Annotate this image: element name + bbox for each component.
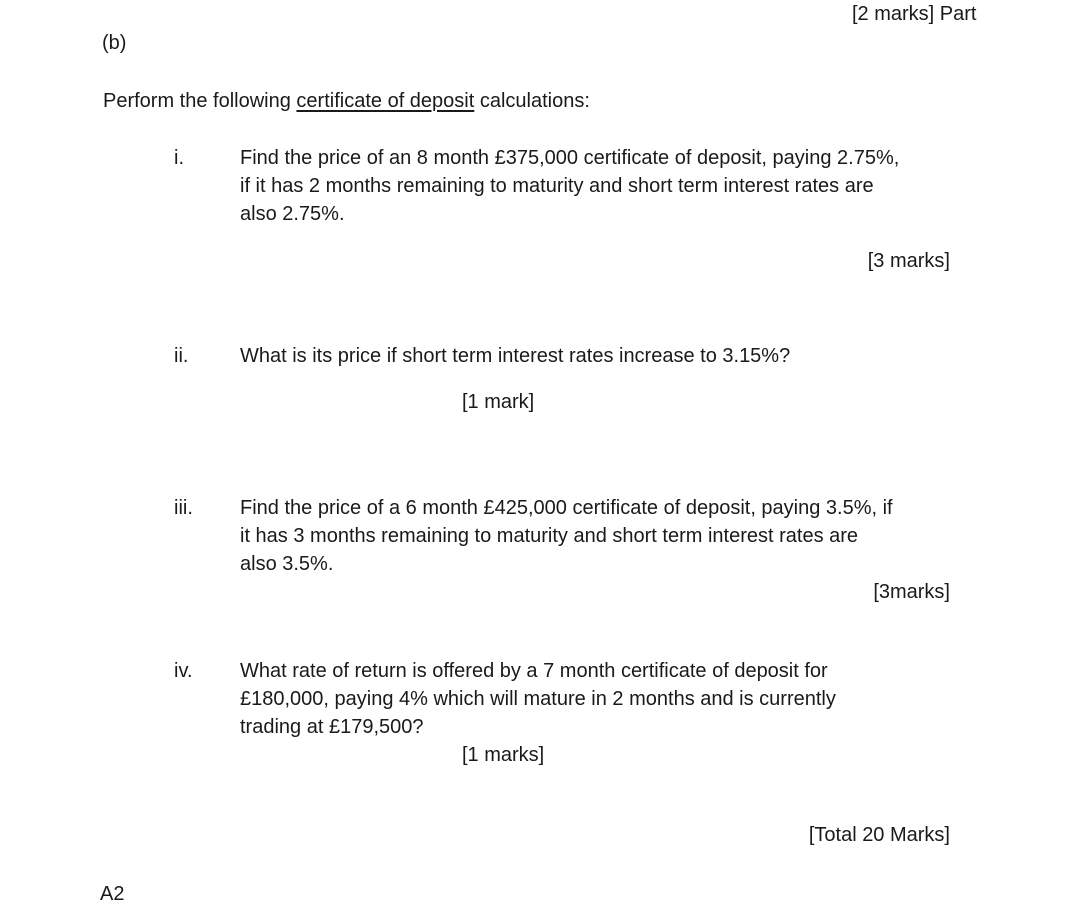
intro-underlined-term: certificate of deposit: [296, 90, 475, 112]
question-line: if it has 2 months remaining to maturity and short term interest rates are: [240, 175, 874, 197]
question-numeral: iii.: [174, 497, 193, 519]
question-line: What rate of return is offered by a 7 month certificate of deposit for: [240, 660, 828, 682]
question-numeral: ii.: [174, 345, 189, 367]
question-line: Find the price of an 8 month £375,000 certificate of deposit, paying 2.75%,: [240, 147, 900, 169]
part-marks-label: [2 marks] Part: [852, 3, 977, 25]
question-line: also 3.5%.: [240, 553, 334, 575]
question-numeral: iv.: [174, 660, 193, 682]
question-line: also 2.75%.: [240, 203, 345, 225]
section-label: (b): [102, 32, 127, 54]
footer-cutoff-label: A2: [100, 883, 125, 905]
question-marks: [1 marks]: [462, 744, 545, 766]
intro-after: calculations:: [474, 90, 590, 112]
intro-before: Perform the following: [103, 90, 297, 112]
question-line: Find the price of a 6 month £425,000 certificate of deposit, paying 3.5%, if: [240, 497, 893, 519]
question-marks: [3marks]: [873, 581, 950, 603]
question-line: trading at £179,500?: [240, 716, 424, 738]
question-line: it has 3 months remaining to maturity and short term interest rates are: [240, 525, 859, 547]
intro-sentence: [103, 87, 590, 115]
total-marks: [Total 20 Marks]: [808, 824, 950, 846]
question-line: What is its price if short term interest rates increase to 3.15%?: [240, 345, 791, 367]
question-marks: [1 mark]: [462, 391, 535, 413]
question-numeral: i.: [174, 147, 184, 169]
question-line: £180,000, paying 4% which will mature in 2 months and is currently: [240, 688, 836, 710]
footer-cutoff-text: [100, 880, 130, 905]
question-marks: [3 marks]: [867, 250, 950, 272]
